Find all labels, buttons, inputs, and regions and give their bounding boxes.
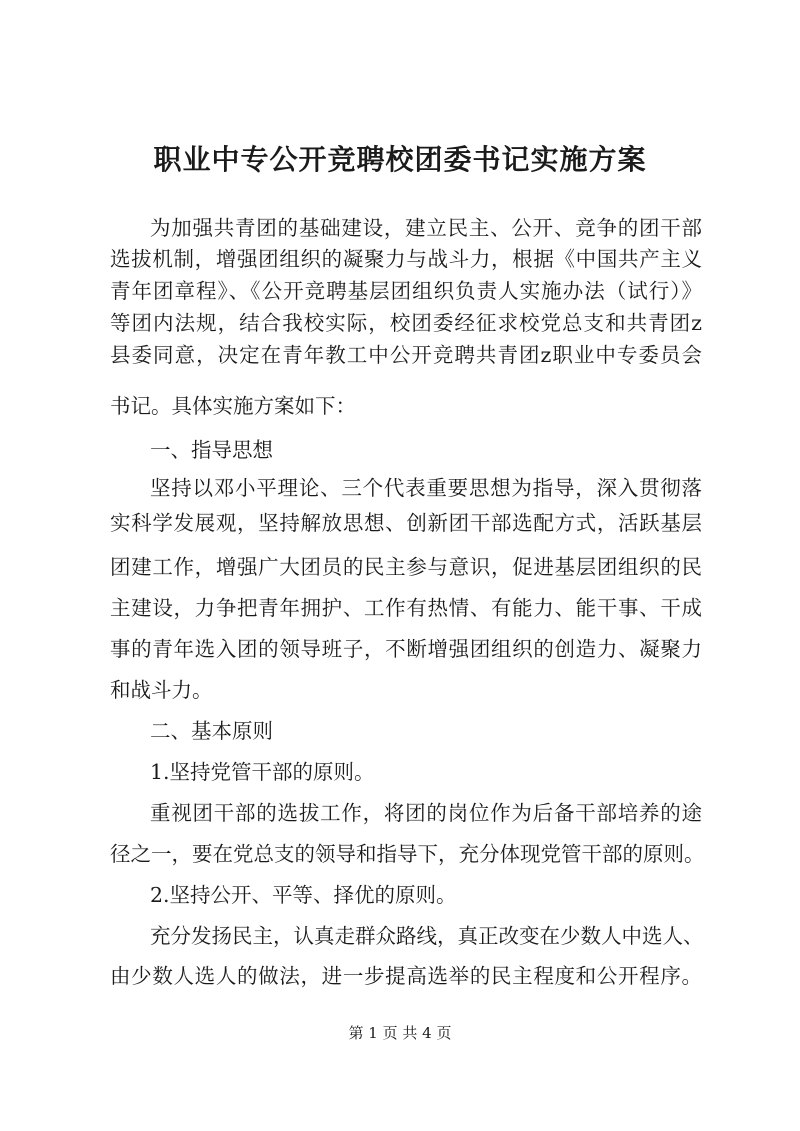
paragraph-line: 事的青年选入团的领导班子，不断增强团组织的创造力、凝聚力	[110, 637, 702, 661]
paragraph-line: 重视团干部的选拔工作，将团的岗位作为后备干部培养的途	[150, 801, 702, 825]
paragraph-line: 团建工作，增强广大团员的民主参与意识，促进基层团组织的民	[110, 555, 702, 579]
paragraph-line: 等团内法规，结合我校实际，校团委经征求校党总支和共青团z	[110, 311, 702, 335]
paragraph-line: 县委同意，决定在青年教工中公开竞聘共青团z职业中专委员会	[110, 343, 702, 367]
paragraph-line: 选拔机制，增强团组织的凝聚力与战斗力，根据《中国共产主义	[110, 247, 702, 271]
paragraph-line: 坚持以邓小平理论、三个代表重要思想为指导，深入贯彻落	[150, 476, 702, 500]
subsection-heading: 2.坚持公开、平等、择优的原则。	[150, 883, 457, 907]
paragraph-line: 和战斗力。	[110, 678, 213, 702]
section-heading: 二、基本原则	[150, 719, 273, 743]
paragraph-line: 为加强共青团的基础建设，建立民主、公开、竞争的团干部	[150, 216, 702, 240]
subsection-heading: 1.坚持党管干部的原则。	[150, 760, 375, 784]
paragraph-line: 由少数人选人的做法，进一步提高选举的民主程度和公开程序。	[110, 964, 702, 988]
paragraph-line: 实科学发展观，坚持解放思想、创新团干部选配方式，活跃基层	[110, 511, 702, 535]
document-title: 职业中专公开竞聘校团委书记实施方案	[153, 143, 647, 176]
paragraph-line: 径之一，要在党总支的领导和指导下，充分体现党管干部的原则。	[110, 842, 705, 866]
paragraph-line: 书记。具体实施方案如下：	[110, 394, 356, 418]
section-heading: 一、指导思想	[150, 438, 273, 462]
paragraph-line: 青年团章程》、《公开竞聘基层团组织负责人实施办法（试行）》	[110, 279, 702, 303]
paragraph-line: 主建设，力争把青年拥护、工作有热情、有能力、能干事、干成	[110, 596, 702, 620]
page-number-footer: 第 1 页 共 4 页	[348, 1024, 452, 1042]
paragraph-line: 充分发扬民主，认真走群众路线，真正改变在少数人中选人、	[150, 924, 704, 948]
